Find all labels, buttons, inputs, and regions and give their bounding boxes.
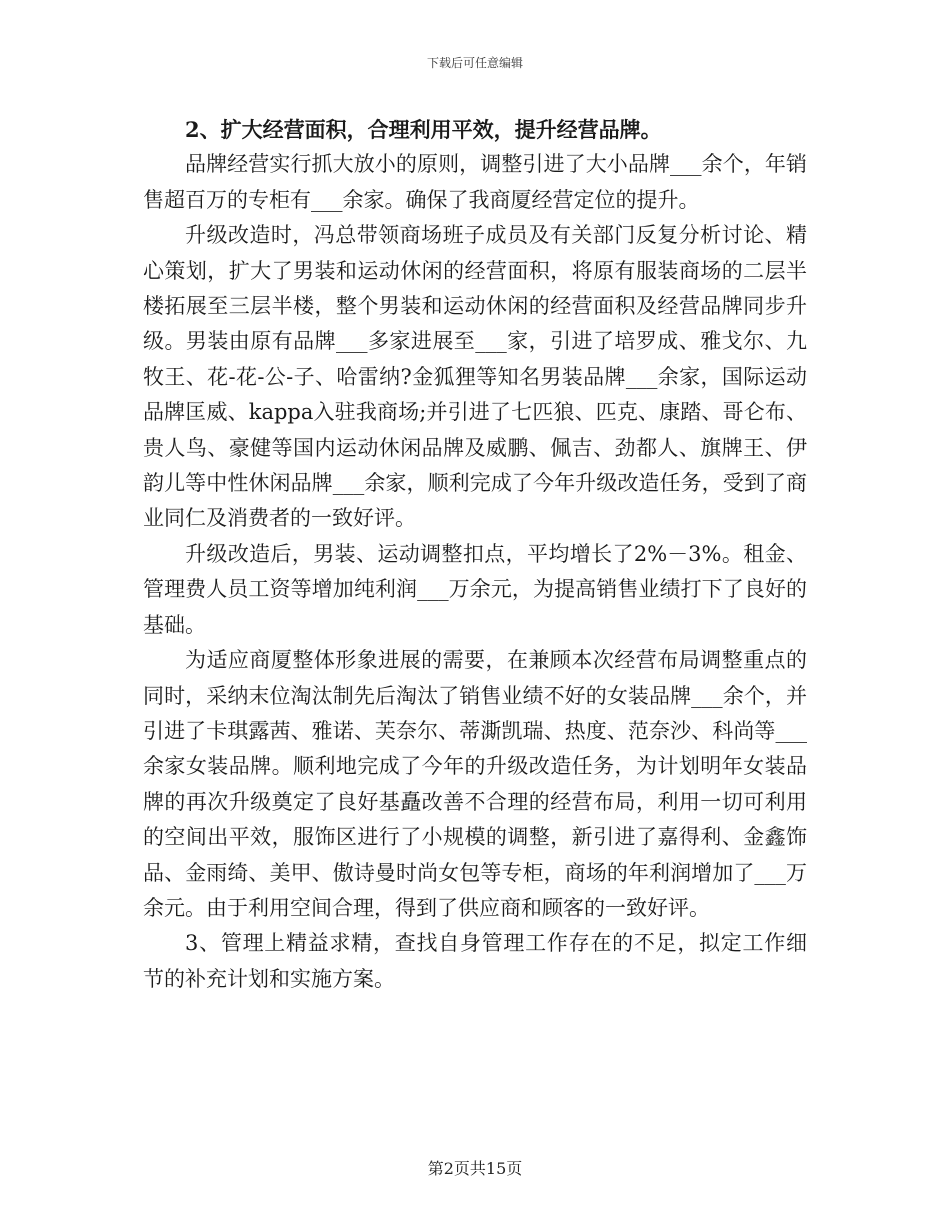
paragraph-post-upgrade: 升级改造后，男装、运动调整扣点，平均增长了2%－3%。租金、管理费人员工资等增加纯利润___万余元，为提高销售业绩打下了良好的基础。	[143, 541, 807, 637]
page-footer: 第2页共15页	[427, 1159, 523, 1178]
paragraph-upgrade-renovation: 升级改造时，冯总带领商场班子成员及有关部门反复分析讨论、精心策划，扩大了男装和运动休闲的经营面积，将原有服装商场的二层半楼拓展至三层半楼，整个男装和运动休闲的经营面积及经营品牌同步升级。男装由原有品牌___多家进展至___家，引进了培罗成、雅戈尔、九牧王、花-花-公-子、哈雷纳?金狐狸等知名男装品牌___余家，国际运动品牌匡威、kappa入驻我商场;并引进了七匹狼、匹克、康踏、哥仑布、贵人鸟、豪健等国内运动休闲品牌及威鹏、佩吉、劲都人、旗牌王、伊韵儿等中性休闲品牌___余家，顺利完成了今年升级改造任务，受到了商业同仁及消费者的一致好评。	[143, 223, 807, 531]
section-heading-2: 2、扩大经营面积，合理利用平效，提升经营品牌。	[185, 117, 662, 142]
body-text	[143, 112, 807, 997]
paragraph-womenswear: 为适应商厦整体形象进展的需要，在兼顾本次经营布局调整重点的同时，采纳末位淘汰制先后淘汰了销售业绩不好的女装品牌___余个，并引进了卡琪露茜、雅诺、芙奈尔、蒂澌凯瑞、热度、范奈沙、科尚等___余家女装品牌。顺利地完成了今年的升级改造任务，为计划明年女装品牌的再次升级奠定了良好基矗改善不合理的经营布局，利用一切可利用的空间出平效，服饰区进行了小规模的调整，新引进了嘉得利、金鑫饰品、金雨绮、美甲、傲诗曼时尚女包等专柜，商场的年利润增加了___万余元。由于利用空间合理，得到了供应商和顾客的一致好评。	[143, 648, 807, 920]
section-heading-3: 3、管理上精益求精，查找自身管理工作存在的不足，拟定工作细节的补充计划和实施方案。	[143, 931, 807, 991]
page-header: 下载后可任意编辑	[426, 56, 523, 70]
paragraph-brand-management: 品牌经营实行抓大放小的原则，调整引进了大小品牌___余个，年销售超百万的专柜有___余家。确保了我商厦经营定位的提升。	[143, 152, 807, 212]
